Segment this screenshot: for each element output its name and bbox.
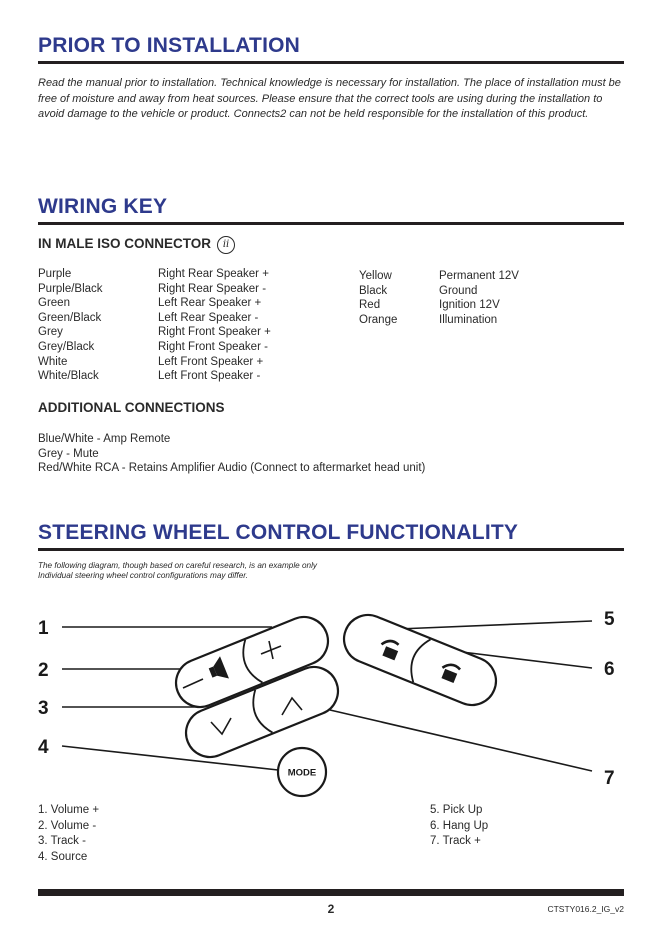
wire-color: Purple bbox=[38, 268, 72, 280]
legend-item: 4. Source bbox=[38, 850, 88, 863]
wire-function: Permanent 12V bbox=[439, 270, 519, 282]
document-code: CTSTY016.2_IG_v2 bbox=[547, 904, 624, 914]
additional-connection: Red/White RCA - Retains Amplifier Audio (Connect to aftermarket head unit) bbox=[38, 462, 426, 474]
iso-left-functions bbox=[158, 267, 271, 384]
disclaimer-line: The following diagram, though based on careful research, is an example only bbox=[38, 561, 317, 570]
page-number: 2 bbox=[327, 902, 335, 916]
legend-item: 5. Pick Up bbox=[430, 804, 483, 816]
callout-number-7: 7 bbox=[604, 768, 615, 789]
wire-function: Left Rear Speaker - bbox=[158, 311, 259, 324]
callout-number-1: 1 bbox=[38, 618, 49, 639]
additional-connection: Blue/White - Amp Remote bbox=[38, 433, 171, 445]
legend-item: 2. Volume - bbox=[38, 819, 97, 832]
wire-function: Left Front Speaker + bbox=[158, 355, 264, 368]
callout-number-2: 2 bbox=[38, 660, 49, 681]
wire-color: Red bbox=[359, 299, 381, 312]
footer-bar bbox=[38, 889, 624, 896]
leader-line-5 bbox=[398, 621, 592, 629]
wire-function: Right Front Speaker - bbox=[158, 340, 268, 353]
additional-connection: Grey - Mute bbox=[38, 447, 99, 460]
additional-connections-list bbox=[38, 432, 425, 476]
callout-number-4: 4 bbox=[38, 737, 49, 758]
leader-line-7 bbox=[330, 710, 592, 771]
wiring-divider bbox=[38, 222, 624, 225]
steering-wheel-diagram bbox=[0, 600, 662, 805]
iso-right-colors bbox=[359, 269, 397, 327]
wire-color: Grey/Black bbox=[38, 340, 95, 353]
wire-function: Left Front Speaker - bbox=[158, 370, 261, 383]
wire-color: Yellow bbox=[359, 270, 392, 282]
wire-color: Purple/Black bbox=[38, 282, 103, 295]
disclaimer-line: Individual steering wheel control configurations may differ. bbox=[38, 571, 248, 580]
callout-number-6: 6 bbox=[604, 659, 615, 680]
legend-left bbox=[38, 803, 99, 865]
prior-divider bbox=[38, 61, 624, 64]
iso-connector-label: IN MALE ISO CONNECTOR bbox=[38, 236, 212, 251]
wire-function: Ignition 12V bbox=[439, 299, 500, 312]
callout-number-3: 3 bbox=[38, 698, 49, 719]
legend-item: 6. Hang Up bbox=[430, 819, 489, 832]
swc-divider bbox=[38, 548, 624, 551]
wire-color: Orange bbox=[359, 313, 398, 326]
wire-function: Ground bbox=[439, 284, 478, 297]
additional-connections-heading: ADDITIONAL CONNECTIONS bbox=[38, 400, 225, 415]
mode-label: MODE bbox=[287, 767, 317, 779]
leader-line-4 bbox=[62, 746, 278, 770]
legend-item: 7. Track + bbox=[430, 835, 481, 848]
wire-function: Illumination bbox=[439, 313, 498, 326]
prior-text: Read the manual prior to installation. Technical knowledge is necessary for installation. The place of installation must be free of moisture and away from heat sources. Please ensure that the correct tools are using during the installation to avoid damage to the vehicle or product. Connects2 can not be held responsible for the installation of this product. bbox=[38, 77, 621, 120]
wire-color: Grey bbox=[38, 326, 63, 339]
wiring-heading: WIRING KEY bbox=[38, 195, 168, 218]
wire-function: Left Rear Speaker + bbox=[158, 297, 262, 310]
phone-rocker bbox=[337, 608, 503, 712]
wire-color: Green bbox=[38, 297, 70, 310]
swc-disclaimer bbox=[38, 561, 317, 581]
wire-color: White/Black bbox=[38, 370, 99, 383]
iso-right-functions bbox=[439, 269, 519, 327]
wire-function: Right Rear Speaker - bbox=[158, 282, 267, 295]
wire-function: Right Front Speaker + bbox=[158, 326, 271, 339]
prior-heading: PRIOR TO INSTALLATION bbox=[38, 34, 301, 57]
iso-connector-heading bbox=[38, 236, 235, 254]
legend-item: 3. Track - bbox=[38, 835, 86, 848]
wire-color: White bbox=[38, 355, 68, 368]
wire-color: Black bbox=[359, 284, 388, 297]
callout-number-5: 5 bbox=[604, 609, 615, 630]
wire-color: Green/Black bbox=[38, 311, 102, 324]
legend-right bbox=[430, 803, 488, 850]
iso-badge: ii bbox=[217, 236, 235, 254]
iso-left-colors bbox=[38, 267, 103, 384]
swc-heading: STEERING WHEEL CONTROL FUNCTIONALITY bbox=[38, 521, 519, 544]
legend-item: 1. Volume + bbox=[38, 804, 100, 816]
wire-function: Right Rear Speaker + bbox=[158, 268, 269, 280]
